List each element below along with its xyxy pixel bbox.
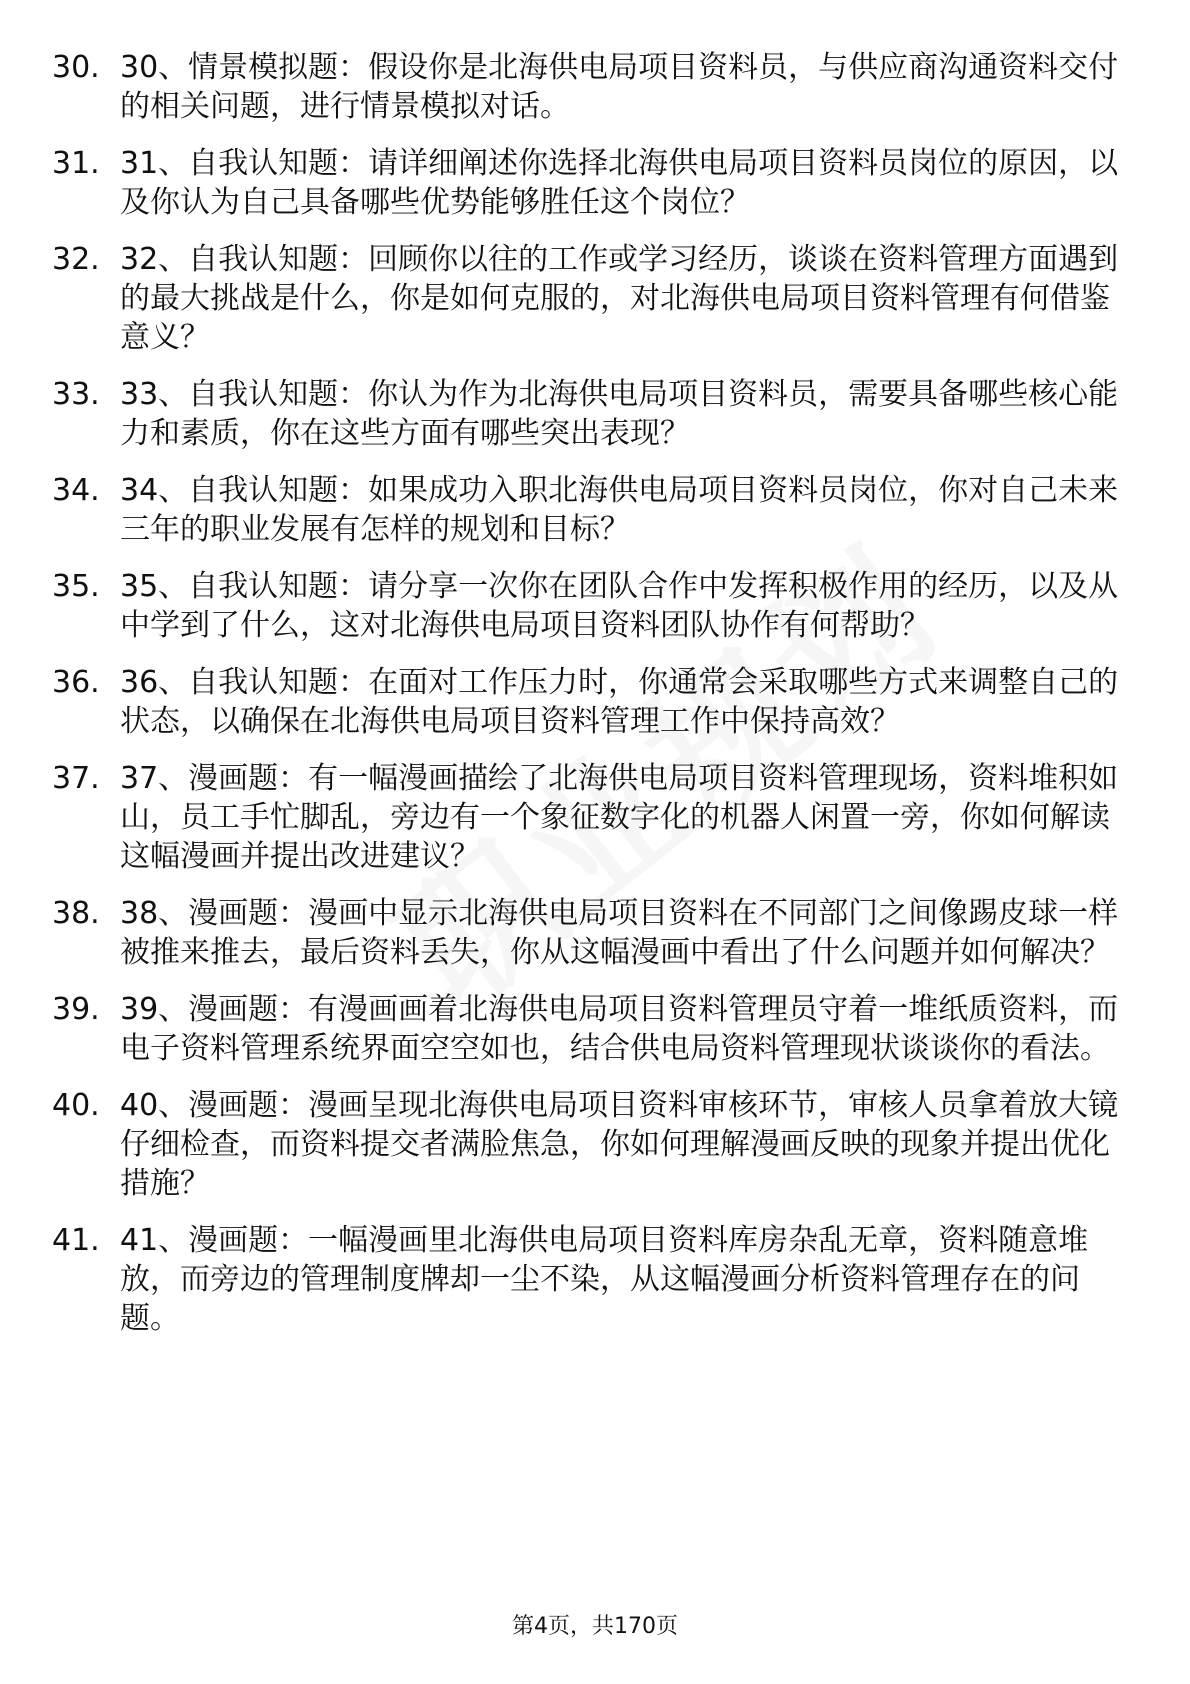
question-text: 30、情景模拟题：假设你是北海供电局项目资料员，与供应商沟通资料交付的相关问题，进行情景模拟对话。 xyxy=(120,50,1119,124)
question-text: 35、自我认知题：请分享一次你在团队合作中发挥积极作用的经历，以及从中学到了什么，这对北海供电局项目资料团队协作有何帮助？ xyxy=(120,569,1119,643)
question-text: 34、自我认知题：如果成功入职北海供电局项目资料员岗位，你对自己未来三年的职业发展有怎样的规划和目标？ xyxy=(120,473,1119,547)
question-number: 31. xyxy=(52,146,100,181)
question-item xyxy=(52,990,1132,1068)
question-item xyxy=(52,375,1132,453)
question-item xyxy=(52,1221,1132,1338)
question-number: 32. xyxy=(52,242,100,277)
page-number-footer: 第4页，共170页 xyxy=(512,1614,678,1639)
question-number: 38. xyxy=(52,896,100,931)
question-item xyxy=(52,48,1132,126)
question-text: 40、漫画题：漫画呈现北海供电局项目资料审核环节，审核人员拿着放大镜仔细检查，而资料提交者满脸焦急，你如何理解漫画反映的现象并提出优化措施？ xyxy=(120,1088,1119,1201)
question-text: 38、漫画题：漫画中显示北海供电局项目资料在不同部门之间像踢皮球一样被推来推去，最后资料丢失，你从这幅漫画中看出了什么问题并如何解决？ xyxy=(120,896,1119,970)
question-list xyxy=(52,48,1132,1356)
question-item xyxy=(52,1086,1132,1203)
question-item xyxy=(52,567,1132,645)
question-number: 40. xyxy=(52,1088,100,1123)
question-number: 34. xyxy=(52,473,100,508)
question-item xyxy=(52,759,1132,876)
question-item xyxy=(52,894,1132,972)
question-text: 33、自我认知题：你认为作为北海供电局项目资料员，需要具备哪些核心能力和素质，你在这些方面有哪些突出表现？ xyxy=(120,377,1119,451)
question-text: 41、漫画题：一幅漫画里北海供电局项目资料库房杂乱无章，资料随意堆放，而旁边的管理制度牌却一尘不染，从这幅漫画分析资料管理存在的问题。 xyxy=(120,1223,1089,1336)
question-number: 30. xyxy=(52,50,100,85)
question-item xyxy=(52,471,1132,549)
question-number: 36. xyxy=(52,665,100,700)
question-item xyxy=(52,240,1132,357)
question-text: 36、自我认知题：在面对工作压力时，你通常会采取哪些方式来调整自己的状态，以确保在北海供电局项目资料管理工作中保持高效？ xyxy=(120,665,1119,739)
question-number: 33. xyxy=(52,377,100,412)
question-text: 32、自我认知题：回顾你以往的工作或学习经历，谈谈在资料管理方面遇到的最大挑战是什么，你是如何克服的，对北海供电局项目资料管理有何借鉴意义？ xyxy=(120,242,1119,355)
question-text: 37、漫画题：有一幅漫画描绘了北海供电局项目资料管理现场，资料堆积如山，员工手忙脚乱，旁边有一个象征数字化的机器人闲置一旁，你如何解读这幅漫画并提出改进建议？ xyxy=(120,761,1119,874)
question-item xyxy=(52,663,1132,741)
question-item xyxy=(52,144,1132,222)
question-number: 35. xyxy=(52,569,100,604)
question-text: 39、漫画题：有漫画画着北海供电局项目资料管理员守着一堆纸质资料，而电子资料管理系统界面空空如也，结合供电局资料管理现状谈谈你的看法。 xyxy=(120,992,1119,1066)
question-text: 31、自我认知题：请详细阐述你选择北海供电局项目资料员岗位的原因，以及你认为自己具备哪些优势能够胜任这个岗位？ xyxy=(120,146,1119,220)
question-number: 37. xyxy=(52,761,100,796)
question-number: 41. xyxy=(52,1223,100,1258)
question-number: 39. xyxy=(52,992,100,1027)
